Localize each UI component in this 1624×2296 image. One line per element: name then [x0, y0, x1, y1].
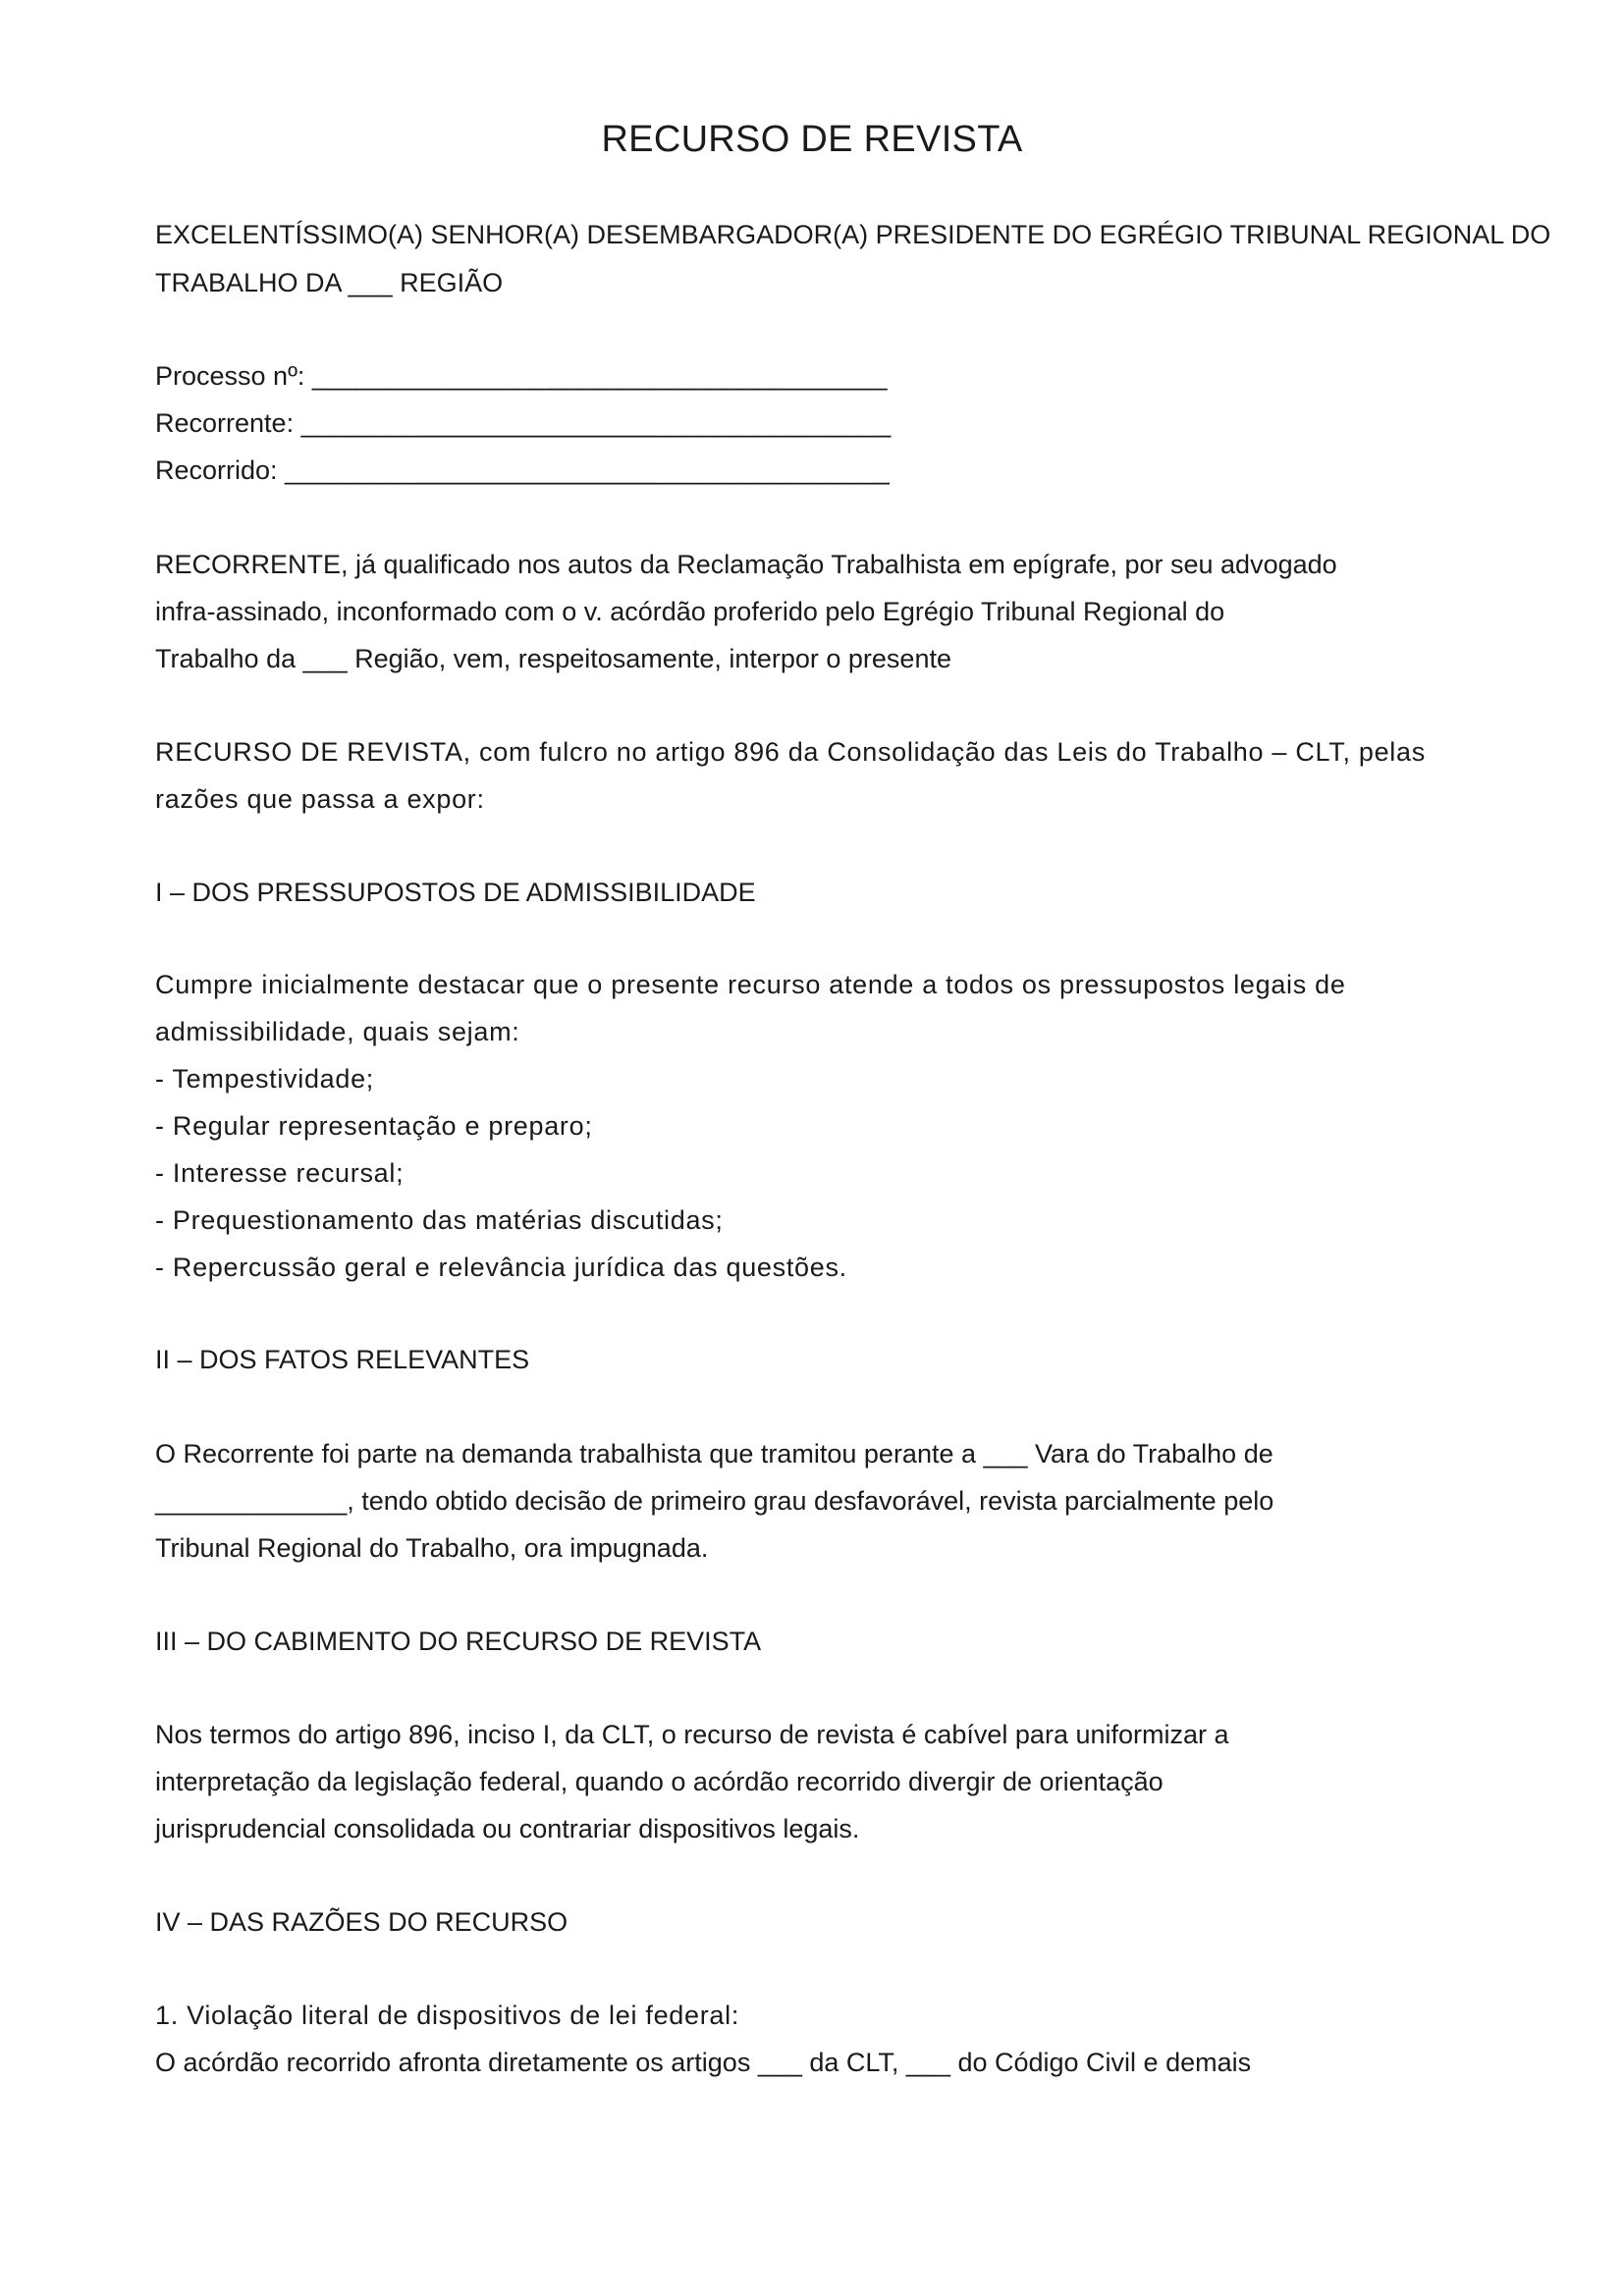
- list-item: - Tempestividade;: [155, 1064, 375, 1094]
- list-item: - Prequestionamento das matérias discutidas;: [155, 1205, 724, 1235]
- section-3-line-1: Nos termos do artigo 896, inciso I, da CLT, o recurso de revista é cabível para uniformizar a: [155, 1720, 1229, 1749]
- section-4-line-1: O acórdão recorrido afronta diretamente os artigos ___ da CLT, ___ do Código Civil e demais: [155, 2048, 1252, 2077]
- list-item: - Repercussão geral e relevância jurídica das questões.: [155, 1253, 847, 1282]
- section-4-subheading: 1. Violação literal de dispositivos de lei federal:: [155, 2001, 740, 2030]
- section-2-heading: II – DOS FATOS RELEVANTES: [155, 1345, 530, 1374]
- document-title: RECURSO DE REVISTA: [601, 119, 1023, 160]
- section-3-heading: III – DO CABIMENTO DO RECURSO DE REVISTA: [155, 1627, 762, 1656]
- section-2-line-2: _____________, tendo obtido decisão de primeiro grau desfavorável, revista parcialmente pelo: [155, 1486, 1274, 1516]
- section-2-line-3: Tribunal Regional do Trabalho, ora impugnada.: [155, 1533, 709, 1563]
- recorrido-field: Recorrido: _________________________________________: [155, 455, 890, 485]
- list-item: - Interesse recursal;: [155, 1158, 405, 1188]
- section-1-text-1: Cumpre inicialmente destacar que o presente recurso atende a todos os pressupostos legais de: [155, 970, 1346, 999]
- section-3-line-2: interpretação da legislação federal, quando o acórdão recorrido divergir de orientação: [155, 1767, 1164, 1796]
- section-1-heading: I – DOS PRESSUPOSTOS DE ADMISSIBILIDADE: [155, 878, 756, 907]
- intro-line-3: Trabalho da ___ Região, vem, respeitosamente, interpor o presente: [155, 644, 951, 673]
- recurso-line-1: RECURSO DE REVISTA, com fulcro no artigo 896 da Consolidação das Leis do Trabalho – CLT, pelas: [155, 737, 1426, 767]
- section-3-line-3: jurisprudencial consolidada ou contrariar dispositivos legais.: [155, 1814, 860, 1843]
- intro-line-1: RECORRENTE, já qualificado nos autos da Reclamação Trabalhista em epígrafe, por seu advogado: [155, 550, 1337, 579]
- section-2-line-1: O Recorrente foi parte na demanda trabalhista que tramitou perante a ___ Vara do Trabalho de: [155, 1439, 1273, 1468]
- section-4-heading: IV – DAS RAZÕES DO RECURSO: [155, 1907, 568, 1937]
- recurso-line-2: razões que passa a expor:: [155, 784, 485, 814]
- addressee-line-2: TRABALHO DA ___ REGIÃO: [155, 268, 504, 297]
- list-item: - Regular representação e preparo;: [155, 1111, 593, 1141]
- intro-line-2: infra-assinado, inconformado com o v. acórdão proferido pelo Egrégio Tribunal Regional do: [155, 597, 1225, 626]
- section-1-text-2: admissibilidade, quais sejam:: [155, 1017, 520, 1046]
- recorrente-field: Recorrente: ________________________________________: [155, 408, 892, 438]
- addressee-line-1: EXCELENTÍSSIMO(A) SENHOR(A) DESEMBARGADOR(A) PRESIDENTE DO EGRÉGIO TRIBUNAL REGIONAL DO: [155, 220, 1551, 249]
- processo-field: Processo nº: _______________________________________: [155, 361, 888, 391]
